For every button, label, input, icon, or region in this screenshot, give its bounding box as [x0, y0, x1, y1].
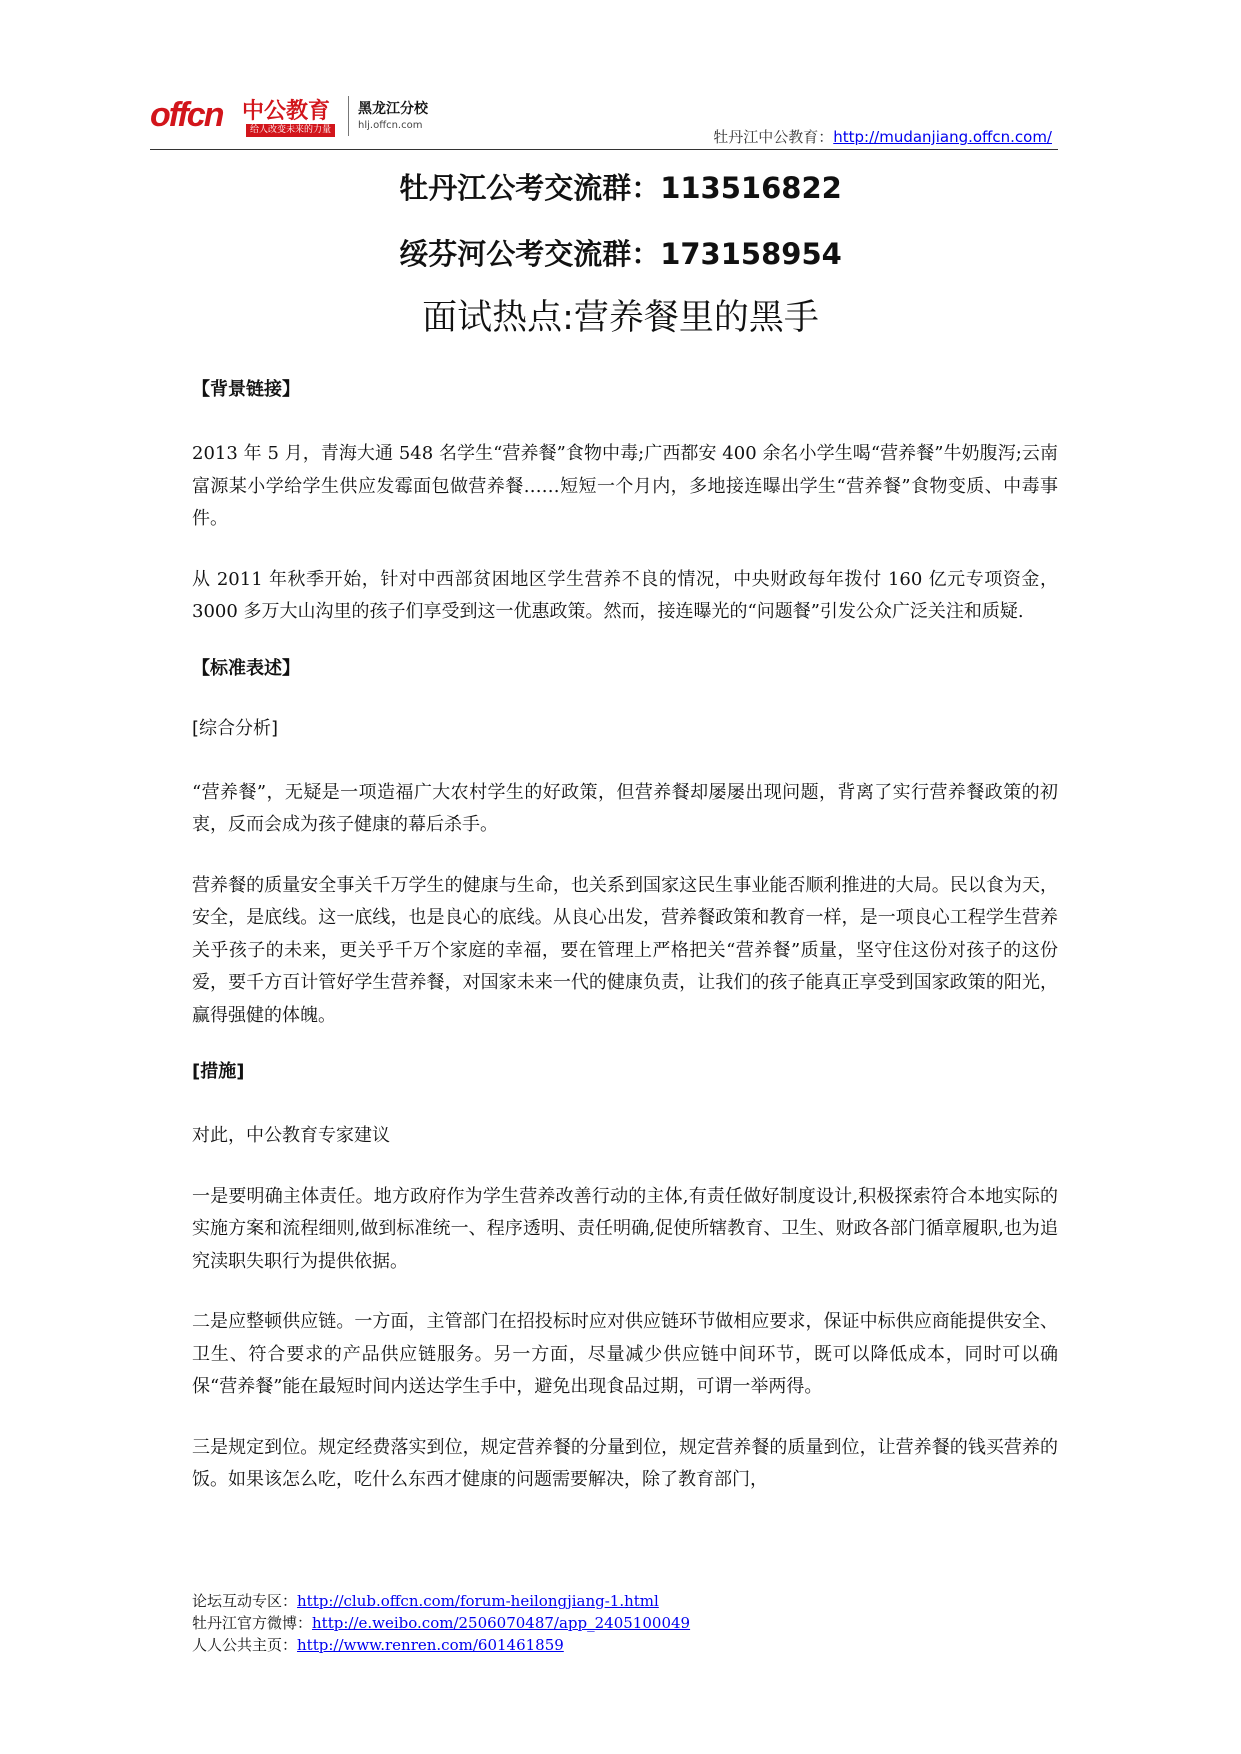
- background-paragraph-1: 2013 年 5 月，青海大通 548 名学生“营养餐”食物中毒;广西都安 400 余名小学生喝“营养餐”牛奶腹泻;云南富源某小学给学生供应发霉面包做营养餐……短短一个月内，多地接连曝出学生“营养餐”食物变质、中毒事件。: [192, 443, 1058, 529]
- background-paragraph-2: 从 2011 年秋季开始，针对中西部贫困地区学生营养不良的情况，中央财政每年拨付 160 亿元专项资金，3000 多万大山沟里的孩子们享受到这一优惠政策。然而，接连曝光的“问题餐”引发公众广泛关注和质疑.: [192, 568, 1058, 622]
- logo-brand-name: 中公教育: [242, 99, 331, 124]
- page-header: [150, 86, 1058, 150]
- analysis-paragraph-2: 营养餐的质量安全事关千万学生的健康与生命，也关系到国家这民生事业能否顺利推进的大局。民以食为天，安全，是底线。这一底线，也是良心的底线。从良心出发，营养餐政策和教育一样，是一项良心工程学生营养关乎孩子的未来，更关乎千万个家庭的幸福，要在管理上严格把关“营养餐”质量，坚守住这份对孩子的这份爱，要千方百计管好学生营养餐，对国家未来一代的健康负责，让我们的孩子能真正享受到国家政策的阳光，赢得强健的体魄。: [192, 874, 1058, 1026]
- footer-line-weibo: [192, 1612, 690, 1634]
- footer-line-forum: [192, 1590, 690, 1612]
- footer-weibo-link[interactable]: http://e.weibo.com/2506070487/app_2405100049: [312, 1614, 691, 1632]
- logo-branch: 黑龙江分校: [358, 101, 428, 117]
- footer-forum-link[interactable]: http://club.offcn.com/forum-heilongjiang-1.html: [297, 1592, 659, 1610]
- group-number: 113516822: [660, 171, 842, 205]
- measures-intro: 对此，中公教育专家建议: [192, 1125, 390, 1146]
- offcn-logo-mark: offcn: [150, 96, 223, 134]
- standard-heading: 【标准表述】: [192, 657, 300, 679]
- footer-label: 论坛互动专区：: [192, 1592, 298, 1610]
- header-site-url[interactable]: http://mudanjiang.offcn.com/: [833, 128, 1052, 146]
- group-line-mudanjiang: [0, 166, 1241, 207]
- measures-paragraph-1: 一是要明确主体责任。地方政府作为学生营养改善行动的主体,有责任做好制度设计,积极探索符合本地实际的实施方案和流程细则,做到标准统一、程序透明、责任明确,促使所辖教育、卫生、财政各部门循章履职,也为追究渎职失职行为提供依据。: [192, 1185, 1058, 1272]
- analysis-heading: [综合分析]: [192, 717, 279, 739]
- header-site-link: [713, 126, 1052, 147]
- page-title: 面试热点:营养餐里的黑手: [422, 298, 819, 338]
- page-footer: [192, 1590, 690, 1656]
- header-rule: [150, 149, 1058, 150]
- analysis-paragraph-1: “营养餐”，无疑是一项造福广大农村学生的好政策，但营养餐却屡屡出现问题，背离了实行营养餐政策的初衷，反而会成为孩子健康的幕后杀手。: [192, 781, 1058, 835]
- background-heading: 【背景链接】: [192, 379, 300, 400]
- header-site-label: 牡丹江中公教育：: [713, 128, 834, 146]
- footer-label: 牡丹江官方微博：: [192, 1614, 313, 1632]
- group-line-suifenhe: [0, 232, 1241, 273]
- measures-paragraph-2: 二是应整顿供应链。一方面，主管部门在招投标时应对供应链环节做相应要求，保证中标供应商能提供安全、卫生、符合要求的产品供应链服务。另一方面，尽量减少供应链中间环节，既可以降低成本，同时可以确保“营养餐”能在最短时间内送达学生手中，避免出现食品过期，可谓一举两得。: [192, 1311, 1058, 1397]
- article-body: [192, 378, 1058, 1525]
- offcn-logo: [150, 86, 470, 146]
- footer-label: 人人公共主页：: [192, 1636, 298, 1654]
- measures-paragraph-3: 三是规定到位。规定经费落实到位，规定营养餐的分量到位，规定营养餐的质量到位，让营养餐的钱买营养的饭。如果该怎么吃，吃什么东西才健康的问题需要解决，除了教育部门，: [192, 1436, 1058, 1490]
- group-label: 绥芬河公考交流群：: [399, 237, 661, 271]
- footer-renren-link[interactable]: http://www.renren.com/601461859: [297, 1636, 564, 1654]
- measures-heading: [措施]: [192, 1061, 245, 1082]
- footer-line-renren: [192, 1634, 690, 1656]
- logo-slogan: 给人改变未来的力量: [246, 124, 335, 137]
- group-label: 牡丹江公考交流群：: [399, 171, 661, 205]
- group-number: 173158954: [660, 237, 842, 271]
- logo-site: hlj.offcn.com: [358, 120, 423, 131]
- logo-divider: [348, 96, 349, 136]
